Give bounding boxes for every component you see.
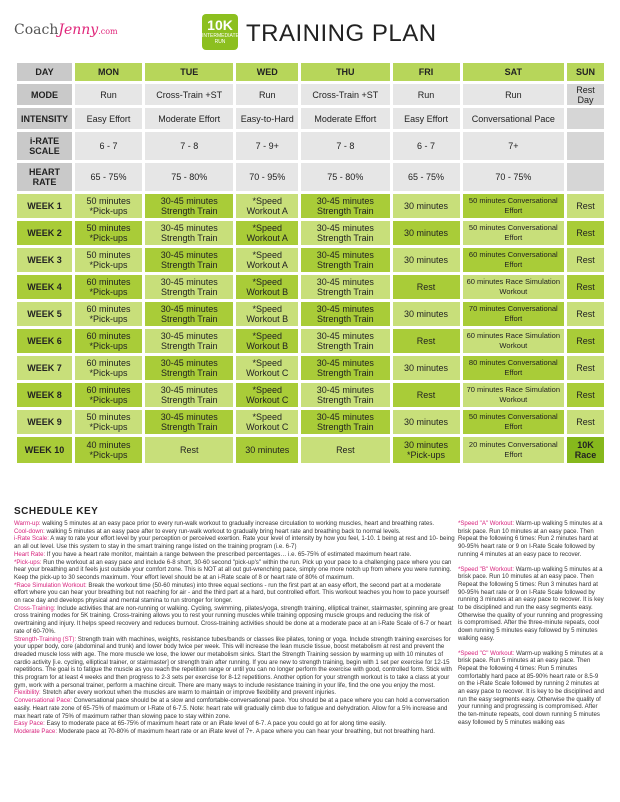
info-cell: Cross-Train +ST	[301, 84, 389, 105]
row-label: HEART RATE	[17, 163, 72, 191]
workout-cell: 30-45 minutes Strength Train	[301, 275, 389, 299]
week-row	[17, 194, 604, 218]
day-header-fri: FRI	[393, 63, 460, 81]
workout-cell: Rest	[393, 383, 460, 407]
header	[0, 0, 620, 60]
info-cell	[567, 132, 604, 160]
workout-cell: Rest	[567, 194, 604, 218]
key-term: *Speed "B" Workout:	[458, 565, 515, 573]
workout-cell: 20 minutes Conversational Effort	[463, 437, 565, 463]
key-text: walking 5 minutes at an easy pace prior to every run-walk workout to gradually increase circulation to working muscles, heart and breathing rates.	[40, 520, 435, 527]
workout-cell: 30 minutes	[393, 248, 460, 272]
workout-cell: 30 minutes	[393, 302, 460, 326]
key-entry	[14, 605, 453, 635]
info-cell: 75 - 80%	[301, 163, 389, 191]
workout-cell: 30-45 minutes Strength Train	[301, 221, 389, 245]
workout-cell: 60 minutes *Pick-ups	[75, 302, 142, 326]
week-label: WEEK 5	[17, 302, 72, 326]
day-header-sun: SUN	[567, 63, 604, 81]
info-row	[17, 163, 604, 191]
workout-cell: 30 minutes	[236, 437, 298, 463]
key-term: Conversational Pace:	[14, 697, 72, 705]
workout-cell: 30-45 minutes Strength Train	[145, 302, 233, 326]
key-text: Warm-up walking 5 minutes at a brisk pace. Run 10 minutes at an easy pace. Then Repeat the following 6 times: Run 2 minutes hard at 90-95% heart rate or 9 on I-Rate Scale followed by running 4 minutes at an easy pace to recover.	[458, 520, 603, 558]
key-entry	[14, 559, 451, 581]
day-header-tue: TUE	[145, 63, 233, 81]
row-label: INTENSITY	[17, 108, 72, 129]
workout-cell: 80 minutes Conversational Effort	[463, 356, 565, 380]
key-term: Cross-Training:	[14, 604, 56, 612]
workout-cell: 60 minutes *Pick-ups	[75, 356, 142, 380]
row-label: MODE	[17, 84, 72, 105]
workout-cell: 70 minutes Race Simulation Workout	[463, 383, 565, 407]
day-header-mon: MON	[75, 63, 142, 81]
workout-cell: 30-45 minutes Strength Train	[301, 356, 389, 380]
key-entry	[458, 520, 606, 559]
workout-cell: 30 minutes	[393, 410, 460, 434]
key-text: Run the workout at an easy pace and include 6-8 short, 30-60 second "pick-up's" within the run. Pick up your pace to a challenging pace where you can hear your breathing and it feels just outside your comfort zone. This is NOT at all out gut-wrenching pace, simply one more notch up from where you were running. Keep the pick-up to 30 seconds maximum. Your effort level should be at an i-Rate scale of 8 or heart rate of 80% of maximum.	[14, 558, 452, 581]
workout-cell: 50 minutes *Pick-ups	[75, 194, 142, 218]
key-term: Easy Pace:	[14, 720, 45, 728]
week-label: WEEK 2	[17, 221, 72, 245]
workout-cell: Rest	[567, 275, 604, 299]
coachjenny-logo[interactable]: CoachJenny.com	[14, 22, 118, 38]
workout-cell: 30 minutes	[393, 194, 460, 218]
info-cell: 65 - 75%	[393, 163, 460, 191]
key-term: *Race Simulation Workout:	[14, 581, 87, 589]
info-row	[17, 132, 604, 160]
info-cell: Easy Effort	[75, 108, 142, 129]
workout-cell: 50 minutes Conversational Effort	[463, 194, 565, 218]
workout-cell: *Speed Workout B	[236, 329, 298, 353]
schedule-key-left	[14, 520, 456, 736]
workout-cell: 50 minutes *Pick-ups	[75, 221, 142, 245]
day-header-wed: WED	[236, 63, 298, 81]
info-cell: Conversational Pace	[463, 108, 565, 129]
workout-cell: *Speed Workout A	[236, 194, 298, 218]
workout-cell: Rest	[567, 329, 604, 353]
key-text: Warm-up walking 5 minutes at a brisk pace. Run 10 minutes at an easy pace. Then Repeat the following 5 times: Run 3 minutes hard at 90-95% heart rate or 9 on I-Rate Scale followed by running 3 minutes at an easy pace to recover. It is key to be disciplined and run the easy segments easy. Otherwise the quality of your running and progressing is compromised. After the three-minute repeats, cool down running 5 minutes easy followed by 5 minutes walking easy.	[458, 565, 604, 642]
info-cell: Run	[75, 84, 142, 105]
workout-cell: 30-45 minutes Strength Train	[145, 383, 233, 407]
key-term: Cool-down:	[14, 527, 45, 535]
key-entry	[14, 551, 411, 558]
workout-cell: 30-45 minutes Strength Train	[301, 248, 389, 272]
info-cell: 7 - 9+	[236, 132, 298, 160]
week-row	[17, 329, 604, 353]
workout-cell: 30-45 minutes Strength Train	[145, 275, 233, 299]
workout-cell: 70 minutes Conversational Effort	[463, 302, 565, 326]
workout-cell: 60 minutes *Pick-ups	[75, 383, 142, 407]
workout-cell: Rest	[393, 329, 460, 353]
key-term: *Pick-ups:	[14, 558, 42, 566]
schedule-key-right	[458, 520, 606, 734]
week-label: WEEK 1	[17, 194, 72, 218]
info-cell	[567, 108, 604, 129]
training-plan-table	[14, 60, 607, 466]
info-cell: 75 - 80%	[145, 163, 233, 191]
workout-cell: 30-45 minutes Strength Train	[301, 383, 389, 407]
week-row	[17, 383, 604, 407]
info-cell: Run	[463, 84, 565, 105]
workout-cell: Rest	[301, 437, 389, 463]
info-cell: Moderate Effort	[145, 108, 233, 129]
key-entry	[14, 528, 401, 535]
key-text: Easy to moderate pace at 65-75% of maximum heart rate or an iRate level of 6-7. A pace you could go at for along time easily.	[44, 720, 387, 728]
workout-cell: 50 minutes Conversational Effort	[463, 410, 565, 434]
workout-cell: 30-45 minutes Strength Train	[145, 194, 233, 218]
workout-cell: 60 minutes Race Simulation Workout	[463, 275, 565, 299]
info-cell: 70 - 75%	[463, 163, 565, 191]
key-text: Conversational pace should be at a slow and comfortable-conversational pace. You should be at a pace where you can hold a conversation easily. Heart rate zone of 65-75% of maximum or I-Rate of 6-7.5. Note: heart rate will gradually climb due to fatigue and dehydration. Allow for a 5% increase and max heart rate of 75% of maximum rather than slowing pace to stay within zone.	[14, 697, 449, 720]
workout-cell: 50 minutes *Pick-ups	[75, 248, 142, 272]
workout-cell: 10K Race	[567, 437, 604, 463]
key-text: Strength train with machines, weights, resistance tubes/bands or classes like pilates, toning or yoga. Include strength training exercises for your upper body, core (abdominal and trunk) and lower body twice per week. This will increase the lean muscle tissue, boost metabolism at rest and prevent the dreaded muscle loss with age. The more muscle we lose, the lower our metabolism sinks. Start the Strength Training session by warming up with 10 minutes of cardio activity [i.e. cycling, elliptical trainer, or stairmaster] or strength train after running. If you are new to strength training, begin with 1 set per exercise for 12-15 repetitions. The goal is to fatigue the muscle as you reach the repetition range or until you can no longer perform the exercise with good, controlled form. Stick with this program for at least 4 weeks and then progress to 2-3 sets per exercise for 8-12 repetitions. Another option for your strength workout is to take a class at your gym, work with a personal trainer, perform a machine circuit. There are many ways to include resistance training in your life, find the one you enjoy the most.	[14, 635, 452, 689]
workout-cell: 30 minutes	[393, 221, 460, 245]
key-entry	[14, 689, 336, 696]
workout-cell: Rest	[393, 275, 460, 299]
week-row	[17, 248, 604, 272]
info-cell: Cross-Train +ST	[145, 84, 233, 105]
workout-cell: 60 minutes Race Simulation Workout	[463, 329, 565, 353]
info-cell: Moderate Effort	[301, 108, 389, 129]
key-term: *Speed "A" Workout:	[458, 520, 515, 527]
info-cell: Easy Effort	[393, 108, 460, 129]
key-text: If you have a heart rate monitor, maintain a range between the prescribed percentages… i.e. 65-75% of estimated maximum heart rate.	[45, 550, 412, 558]
workout-cell: 60 minutes *Pick-ups	[75, 329, 142, 353]
key-text: Include activities that are non-running or walking. Cycling, swimming, pilates/yoga, strength training, elliptical trainer, stairmaster, spinning are great cross training modes for 5K training. Cross-training allows you to rest your running muscles while training opposing muscle groups and reducing the risk of overtraining and injury. It helps speed recovery and reduces burnout. Cross-training activities should be done at a moderate pace at an i-Rate Scale of 6-7 or heart rate of 60-70%.	[14, 604, 454, 635]
workout-cell: *Speed Workout A	[236, 221, 298, 245]
workout-cell: Rest	[145, 437, 233, 463]
key-entry	[14, 535, 455, 550]
workout-cell: 30-45 minutes Strength Train	[301, 329, 389, 353]
week-row	[17, 410, 604, 434]
day-header-day: DAY	[17, 63, 72, 81]
workout-cell: Rest	[567, 410, 604, 434]
key-term: Heart Rate:	[14, 550, 46, 558]
workout-cell: 30-45 minutes Strength Train	[145, 221, 233, 245]
10k-badge: 10K INTERMEDIATE RUN	[202, 14, 238, 50]
week-row	[17, 356, 604, 380]
key-text: walking 5 minutes at an easy pace after to every run-walk workout to gradually bring heart rate and breathing back to normal levels.	[44, 527, 401, 535]
workout-cell: 30-45 minutes Strength Train	[145, 410, 233, 434]
info-cell	[567, 163, 604, 191]
week-label: WEEK 7	[17, 356, 72, 380]
info-cell: 65 - 75%	[75, 163, 142, 191]
week-label: WEEK 8	[17, 383, 72, 407]
key-term: *Speed "C" Workout:	[458, 649, 515, 657]
key-text: Moderate pace at 70-80% of maximum heart rate or an iRate level of 7+. A pace where you can hear your breathing, but not breathing hard.	[57, 727, 435, 735]
workout-cell: 30 minutes	[393, 356, 460, 380]
workout-cell: *Speed Workout C	[236, 383, 298, 407]
workout-cell: Rest	[567, 302, 604, 326]
week-row	[17, 302, 604, 326]
key-entry	[458, 566, 606, 643]
week-row	[17, 437, 604, 463]
info-row	[17, 108, 604, 129]
week-row	[17, 221, 604, 245]
key-entry	[14, 728, 435, 735]
key-term: Strength-Training (ST):	[14, 635, 77, 643]
key-entry	[14, 720, 386, 727]
workout-cell: 30-45 minutes Strength Train	[301, 194, 389, 218]
key-entry	[14, 697, 449, 719]
workout-cell: Rest	[567, 221, 604, 245]
workout-cell: *Speed Workout B	[236, 302, 298, 326]
workout-cell: Rest	[567, 356, 604, 380]
day-header-thu: THU	[301, 63, 389, 81]
workout-cell: 30-45 minutes Strength Train	[301, 302, 389, 326]
day-header-row	[17, 63, 604, 81]
page-title: TRAINING PLAN	[246, 20, 437, 47]
workout-cell: 30-45 minutes Strength Train	[145, 356, 233, 380]
workout-cell: *Speed Workout C	[236, 356, 298, 380]
workout-cell: Rest	[567, 383, 604, 407]
week-label: WEEK 4	[17, 275, 72, 299]
workout-cell: 40 minutes *Pick-ups	[75, 437, 142, 463]
workout-cell: 30-45 minutes Strength Train	[145, 248, 233, 272]
info-cell: 7+	[463, 132, 565, 160]
week-label: WEEK 3	[17, 248, 72, 272]
key-entry	[14, 520, 434, 527]
workout-cell: 30-45 minutes Strength Train	[301, 410, 389, 434]
info-cell: Run	[393, 84, 460, 105]
workout-cell: 60 minutes *Pick-ups	[75, 275, 142, 299]
key-term: i-Rate Scale:	[14, 535, 49, 543]
key-term: Flexibility:	[14, 689, 41, 697]
key-text: Stretch after every workout when the muscles are warm to maintain or improve flexibility and prevent injuries.	[40, 689, 337, 697]
week-row	[17, 275, 604, 299]
key-entry	[14, 636, 452, 689]
schedule-key-heading: SCHEDULE KEY	[14, 506, 99, 517]
info-cell: 7 - 8	[145, 132, 233, 160]
row-label: i-RATE SCALE	[17, 132, 72, 160]
workout-cell: *Speed Workout B	[236, 275, 298, 299]
workout-cell: *Speed Workout C	[236, 410, 298, 434]
key-term: Warm-up:	[14, 520, 41, 527]
info-cell: Rest Day	[567, 84, 604, 105]
week-label: WEEK 9	[17, 410, 72, 434]
day-header-sat: SAT	[463, 63, 565, 81]
key-term: Moderate Pace:	[14, 727, 58, 735]
info-cell: 6 - 7	[75, 132, 142, 160]
key-text: Break the workout time (50-60 minutes) into three equal sections - run the first part at an easy effort, the second part at a moderate effort where you can hear your breathing but not reaching for air - and the third part at a hard, but controlled effort. This workout teaches you how to pace yourself on race day and develops physical and mental stamina to run stronger for longer.	[14, 581, 449, 605]
info-cell: Easy-to-Hard	[236, 108, 298, 129]
workout-cell: Rest	[567, 248, 604, 272]
key-entry	[458, 650, 606, 727]
workout-cell: 50 minutes *Pick-ups	[75, 410, 142, 434]
key-entry	[14, 582, 449, 604]
info-cell: Run	[236, 84, 298, 105]
workout-cell: 50 minutes Conversational Effort	[463, 221, 565, 245]
info-cell: 70 - 95%	[236, 163, 298, 191]
info-cell: 7 - 8	[301, 132, 389, 160]
workout-cell: *Speed Workout A	[236, 248, 298, 272]
workout-cell: 60 minutes Conversational Effort	[463, 248, 565, 272]
workout-cell: 30-45 minutes Strength Train	[145, 329, 233, 353]
key-text: Warm-up walking 5 minutes at a brisk pace. Run 5 minutes at an easy pace. Then Repeat the following 4 times: Run 5 minutes comfortably hard pace at 85-90% heart rate or 8.5-9 on the i-Rate Scale followed by running 2 minutes at an easy pace to recover. It is key to be disciplined and run the easy segments easy. Otherwise the quality of your running and progressing is compromised. After the ten-minute repeats, cool down running 5 minutes easy followed by 5 minutes walking eas	[458, 649, 604, 726]
info-cell: 6 - 7	[393, 132, 460, 160]
week-label: WEEK 6	[17, 329, 72, 353]
week-label: WEEK 10	[17, 437, 72, 463]
key-text: A way to rate your effort level by your perception or perceived exertion. Rate your level of intensity by how you feel, 1-10. 1 being at rest and 10- being an all out level. Use this system to stay in the smart training range listed on the training program (i.e. 6-7)	[14, 535, 455, 551]
workout-cell: 30 minutes *Pick-ups	[393, 437, 460, 463]
info-row	[17, 84, 604, 105]
